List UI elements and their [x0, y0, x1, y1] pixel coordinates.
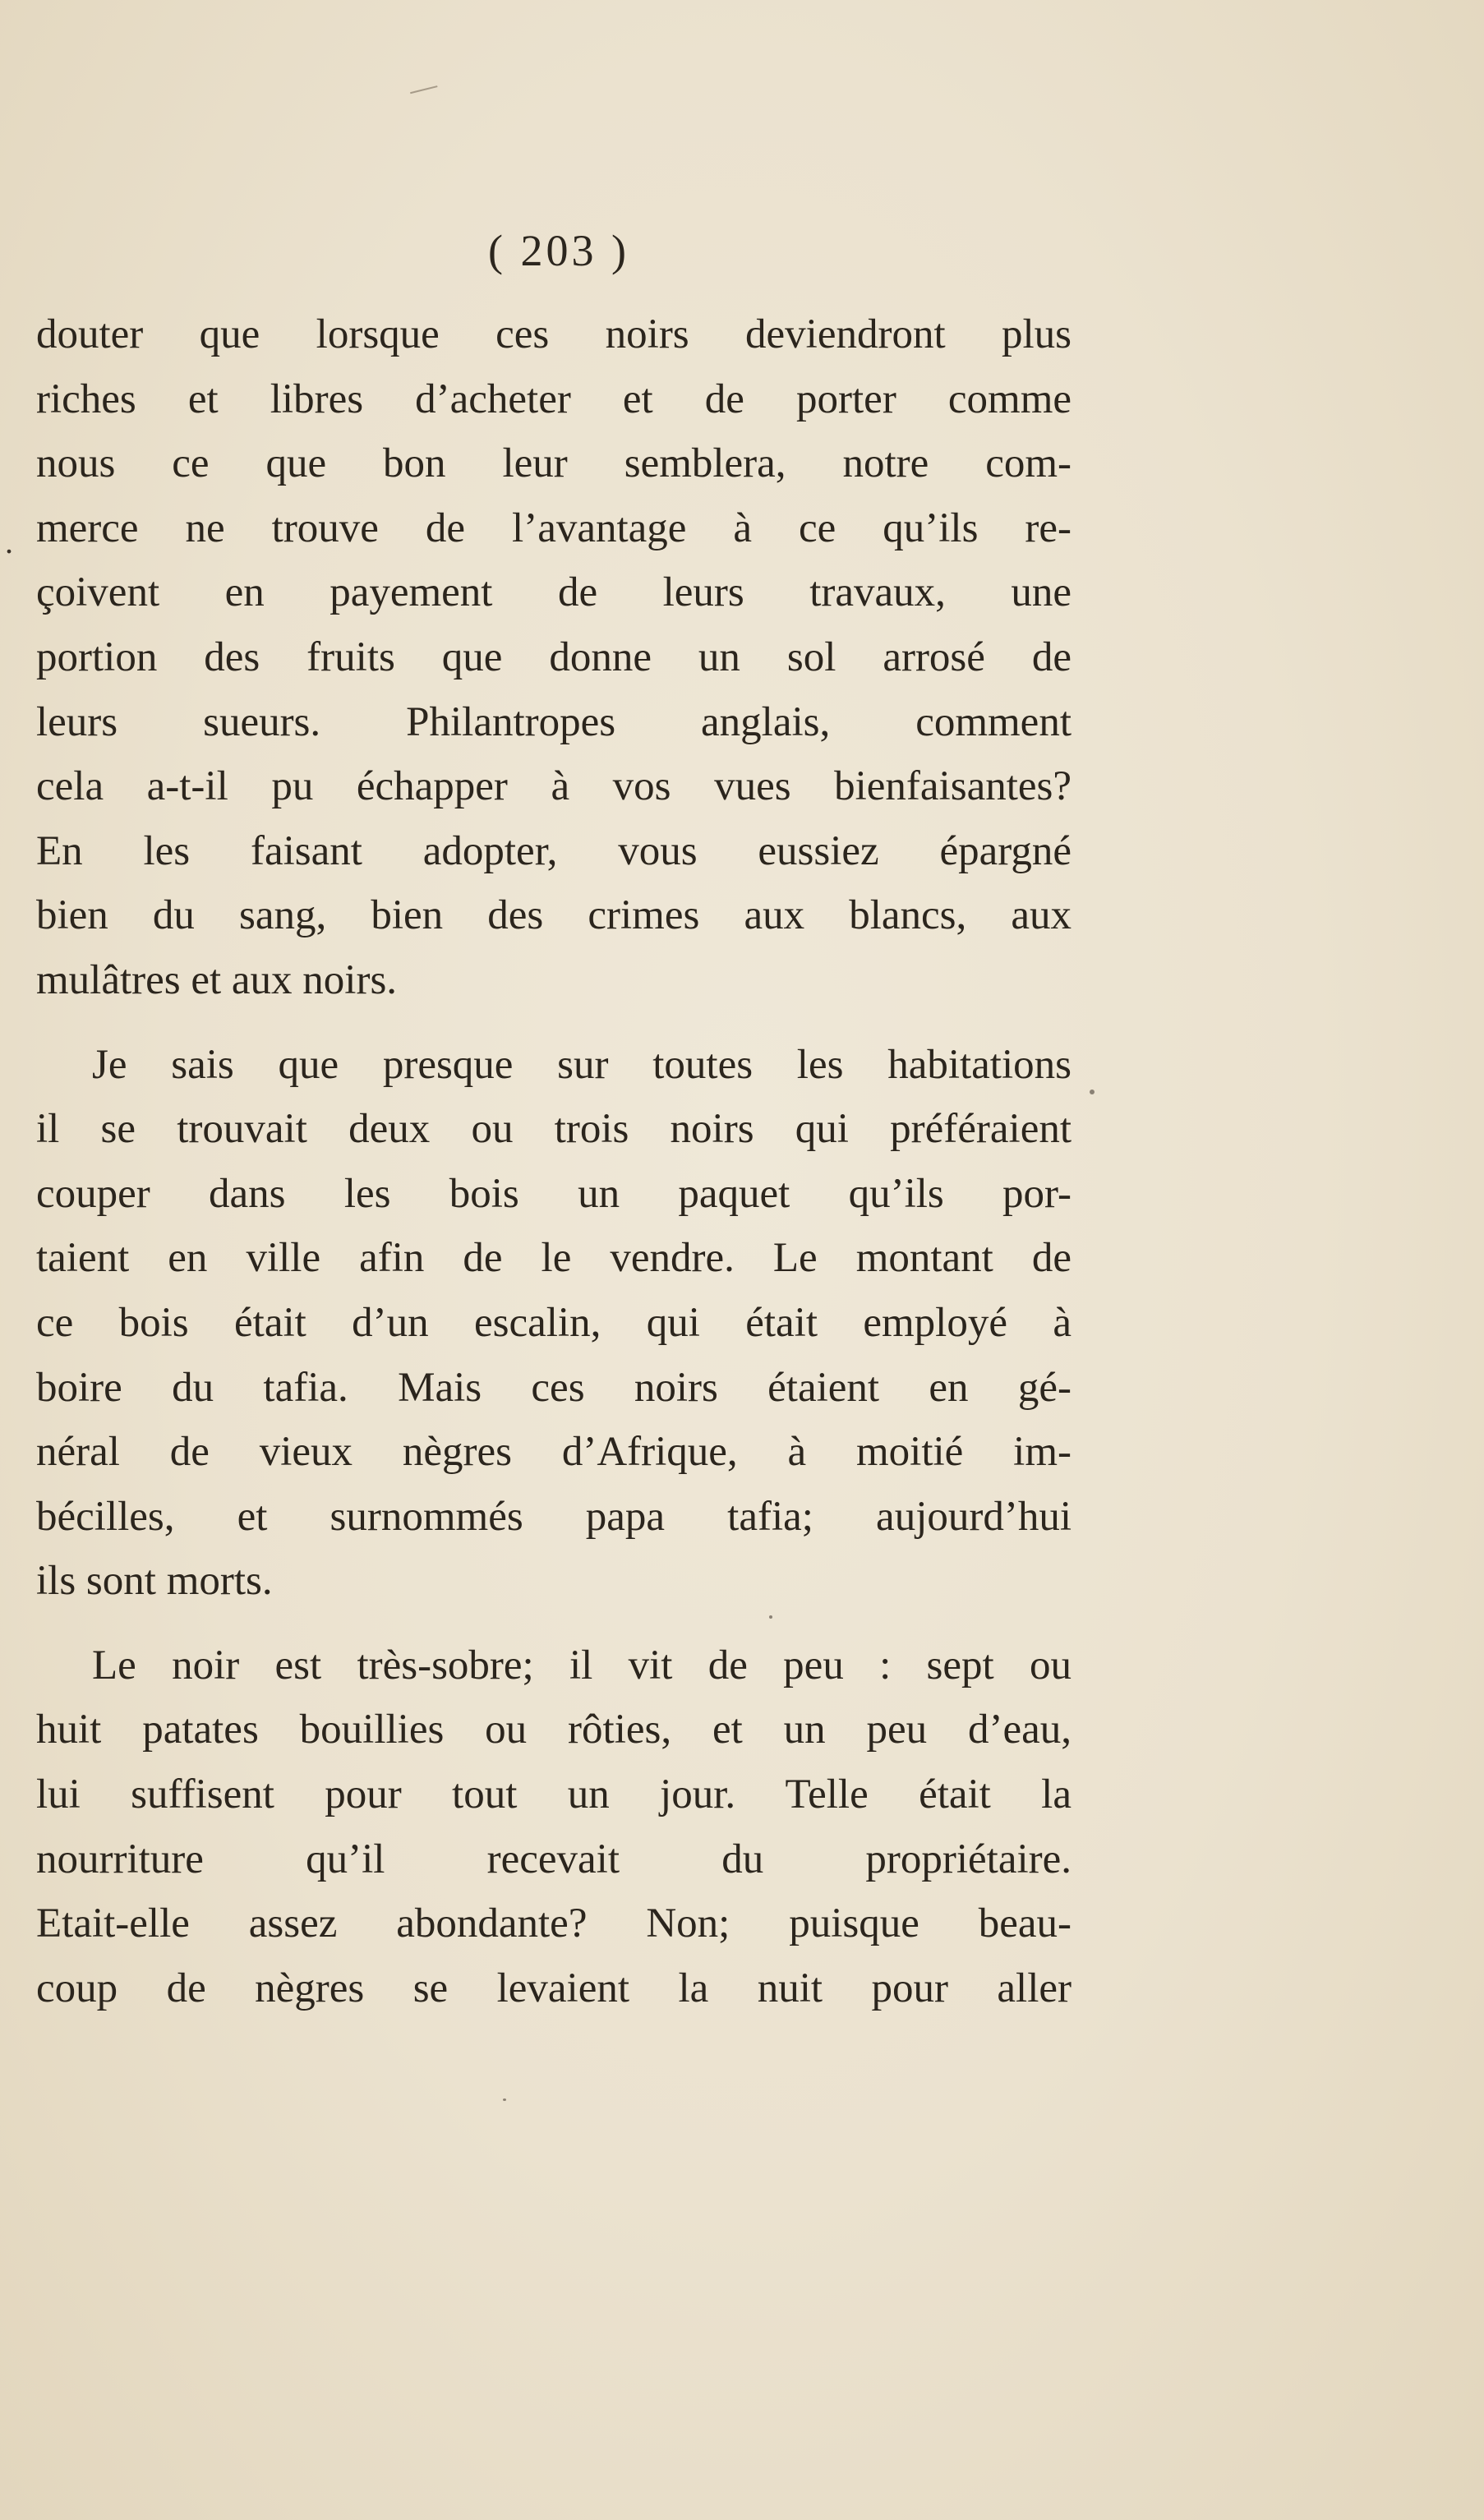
paragraph-gap: [36, 1013, 1072, 1033]
text-line: Etait-elle assez abondante? Non; puisque beau-: [36, 1900, 1072, 1947]
page-number: ( 203 ): [488, 226, 629, 275]
text-line: bécilles, et surnommés papa tafia; aujourd’hui: [36, 1493, 1072, 1540]
text-line: nous ce que bon leur semblera, notre com-: [36, 440, 1072, 487]
text-line: lui suffisent pour tout un jour. Telle était la: [36, 1771, 1072, 1818]
text-line: boire du tafia. Mais ces noirs étaient en gé-: [36, 1364, 1072, 1411]
text-line: merce ne trouve de l’avantage à ce qu’ils re-: [36, 504, 1072, 551]
ink-mark: [410, 85, 440, 102]
text-line: çoivent en payement de leurs travaux, une: [36, 569, 1072, 616]
text-line: coup de nègres se levaient la nuit pour aller: [36, 1965, 1072, 2011]
paragraph-gap: [36, 1614, 1072, 1633]
text-line: Le noir est très-sobre; il vit de peu : sept ou: [92, 1642, 1072, 1688]
body-text: [36, 302, 1072, 2020]
text-line: riches et libres d’acheter et de porter comme: [36, 375, 1072, 422]
text-line: huit patates bouillies ou rôties, et un peu d’eau,: [36, 1707, 1072, 1753]
text-line: douter que lorsque ces noirs deviendront plus: [36, 311, 1072, 357]
text-line: leurs sueurs. Philantropes anglais, comment: [36, 698, 1072, 745]
text-line: il se trouvait deux ou trois noirs qui préféraient: [36, 1106, 1072, 1153]
text-line: ce bois était d’un escalin, qui était employé à: [36, 1299, 1072, 1346]
text-line: En les faisant adopter, vous eussiez épargné: [36, 827, 1072, 874]
paper-speck: [503, 2098, 506, 2101]
text-line: mulâtres et aux noirs.: [36, 956, 398, 1003]
text-line: néral de vieux nègres d’Afrique, à moitié im-: [36, 1429, 1072, 1476]
margin-dot: .: [5, 523, 13, 560]
text-line: Je sais que presque sur toutes les habitations: [92, 1041, 1072, 1088]
text-line: couper dans les bois un paquet qu’ils por-: [36, 1170, 1072, 1217]
paper-speck: [769, 1615, 772, 1619]
text-line: nourriture qu’il recevait du propriétaire.: [36, 1836, 1072, 1882]
text-line: cela a-t-il pu échapper à vos vues bienfaisantes?: [36, 763, 1072, 810]
text-line: taient en ville afin de le vendre. Le montant de: [36, 1235, 1072, 1282]
text-line: portion des fruits que donne un sol arrosé de: [36, 633, 1072, 680]
paper-speck: [1090, 1090, 1095, 1094]
text-line: bien du sang, bien des crimes aux blancs, aux: [36, 892, 1072, 939]
text-line: ils sont morts.: [36, 1558, 273, 1605]
